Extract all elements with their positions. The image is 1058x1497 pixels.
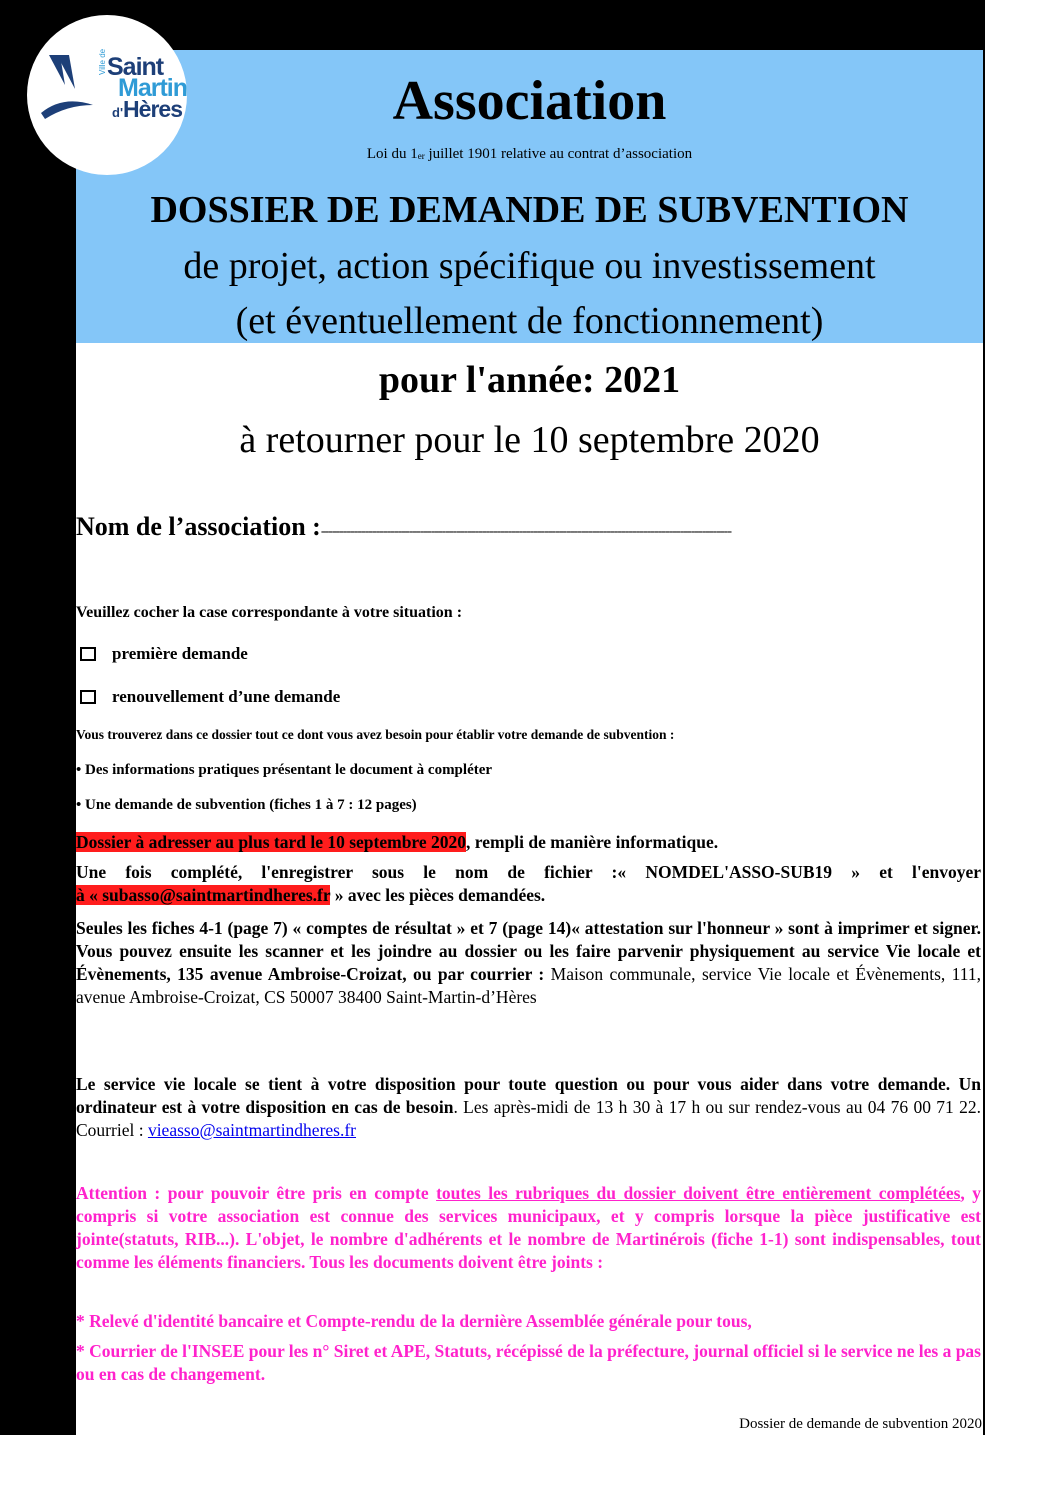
- renewal-request-option[interactable]: [76, 686, 340, 708]
- logo-line-heres: d'Hères: [112, 96, 182, 122]
- renewal-request-label: renouvellement d’une demande: [112, 687, 341, 706]
- required-doc-1: * Relevé d'identité bancaire et Compte-rendu de la dernière Assemblée générale pour tous,: [76, 1311, 752, 1331]
- logo-line-saint: Saint: [107, 53, 164, 81]
- association-name-field[interactable]: [76, 510, 731, 549]
- year-heading: pour l'année: 2021: [378, 359, 681, 401]
- attention-paragraph: Attention : pour pouvoir être pris en compte toutes les rubriques du dossier doivent être entièrement complétées, y compris si votre association est connue des services municipaux, et y compris lorsque la pièce justificative est jointe(statuts, RIB...). L'objet, le nombre d'adhérents et le nombre de Martinérois (fiche 1-1) sont indispensables, tout comme les éléments financiers. Tous les documents doivent être joints :: [76, 1183, 982, 1272]
- contact-email-link[interactable]: vieasso@saintmartindheres.fr: [147, 1120, 357, 1140]
- deadline-heading: à retourner pour le 10 septembre 2020: [239, 419, 820, 461]
- page-footer: Dossier de demande de subvention 2020: [739, 1416, 982, 1432]
- projet-subtitle: de projet, action spécifique ou investissement: [183, 245, 876, 287]
- intro-bullet-1: • Des informations pratiques présentant le document à compléter: [76, 762, 493, 778]
- deadline-instruction: Dossier à adresser au plus tard le 10 septembre 2020, rempli de manière informatique.: [76, 832, 719, 852]
- situation-prompt: Veuillez cocher la case correspondante à votre situation :: [76, 604, 463, 621]
- first-request-label: première demande: [112, 644, 248, 663]
- intro-text: Vous trouverez dans ce dossier tout ce dont vous avez besoin pour établir votre demande de subvention :: [76, 727, 675, 742]
- required-doc-2: * Courrier de l'INSEE pour les n° Siret et APE, Statuts, récépissé de la préfecture, journal officiel si le service ne les a pas ou en cas de changement.: [76, 1341, 981, 1384]
- dossier-heading: DOSSIER DE DEMANDE DE SUBVENTION: [150, 189, 909, 231]
- page-title: Association: [392, 70, 667, 132]
- email-highlight: à « subasso@saintmartindheres.fr: [76, 885, 331, 905]
- association-name-label: Nom de l’association :: [76, 512, 321, 541]
- fonctionnement-subtitle: (et éventuellement de fonctionnement): [235, 300, 824, 342]
- right-border-line: [983, 0, 985, 1435]
- deadline-highlight: Dossier à adresser au plus tard le 10 septembre 2020: [76, 832, 467, 852]
- attention-underlined: toutes les rubriques du dossier doivent être entièrement complétées: [436, 1183, 961, 1203]
- filename-instruction: Une fois complété, l'enregistrer sous le nom de fichier :« NOMDEL'ASSO-SUB19 » et l'envoyer à « subasso@saintmartindheres.fr » avec les pièces demandées.: [76, 862, 981, 905]
- intro-bullet-2: • Une demande de subvention (fiches 1 à 7 : 12 pages): [76, 797, 417, 813]
- logo-ville-label: Ville de: [98, 48, 107, 75]
- service-contact-paragraph: Le service vie locale se tient à votre disposition pour toute question ou pour vous aider dans votre demande. Un ordinateur est à votre disposition en cas de besoin. Les après-midi de 13 h 30 à 17 h ou sur rendez-vous au 04 76 00 71 22. Courriel : vieasso@saintmartindheres.fr: [76, 1074, 981, 1140]
- first-request-option[interactable]: [76, 643, 248, 665]
- signature-instruction: Seules les fiches 4-1 (page 7) « comptes de résultat » et 7 (page 14)« attestation sur l'honneur » sont à imprimer et signer. Vous pouvez ensuite les scanner et les joindre au dossier ou les faire parvenir physiquement au service Vie locale et Évènements, 135 avenue Ambroise-Croizat, ou par courrier : Maison communale, service Vie locale et Évènements, 111, avenue Ambroise-Croizat, CS 50007 38400 Saint-Martin-d’Hères: [76, 918, 981, 1007]
- association-name-dotted-line[interactable]: ----------------------------------------------------------------------------------------------------------------: [320, 524, 731, 539]
- law-reference: Loi du $1_{er}$ juillet 1901 relative au contrat d’association: [366, 146, 693, 162]
- left-black-bar: [0, 0, 76, 1435]
- logo-line-martin: Martin: [118, 74, 187, 102]
- renewal-request-checkbox[interactable]: [80, 690, 96, 704]
- first-request-checkbox[interactable]: [80, 647, 96, 661]
